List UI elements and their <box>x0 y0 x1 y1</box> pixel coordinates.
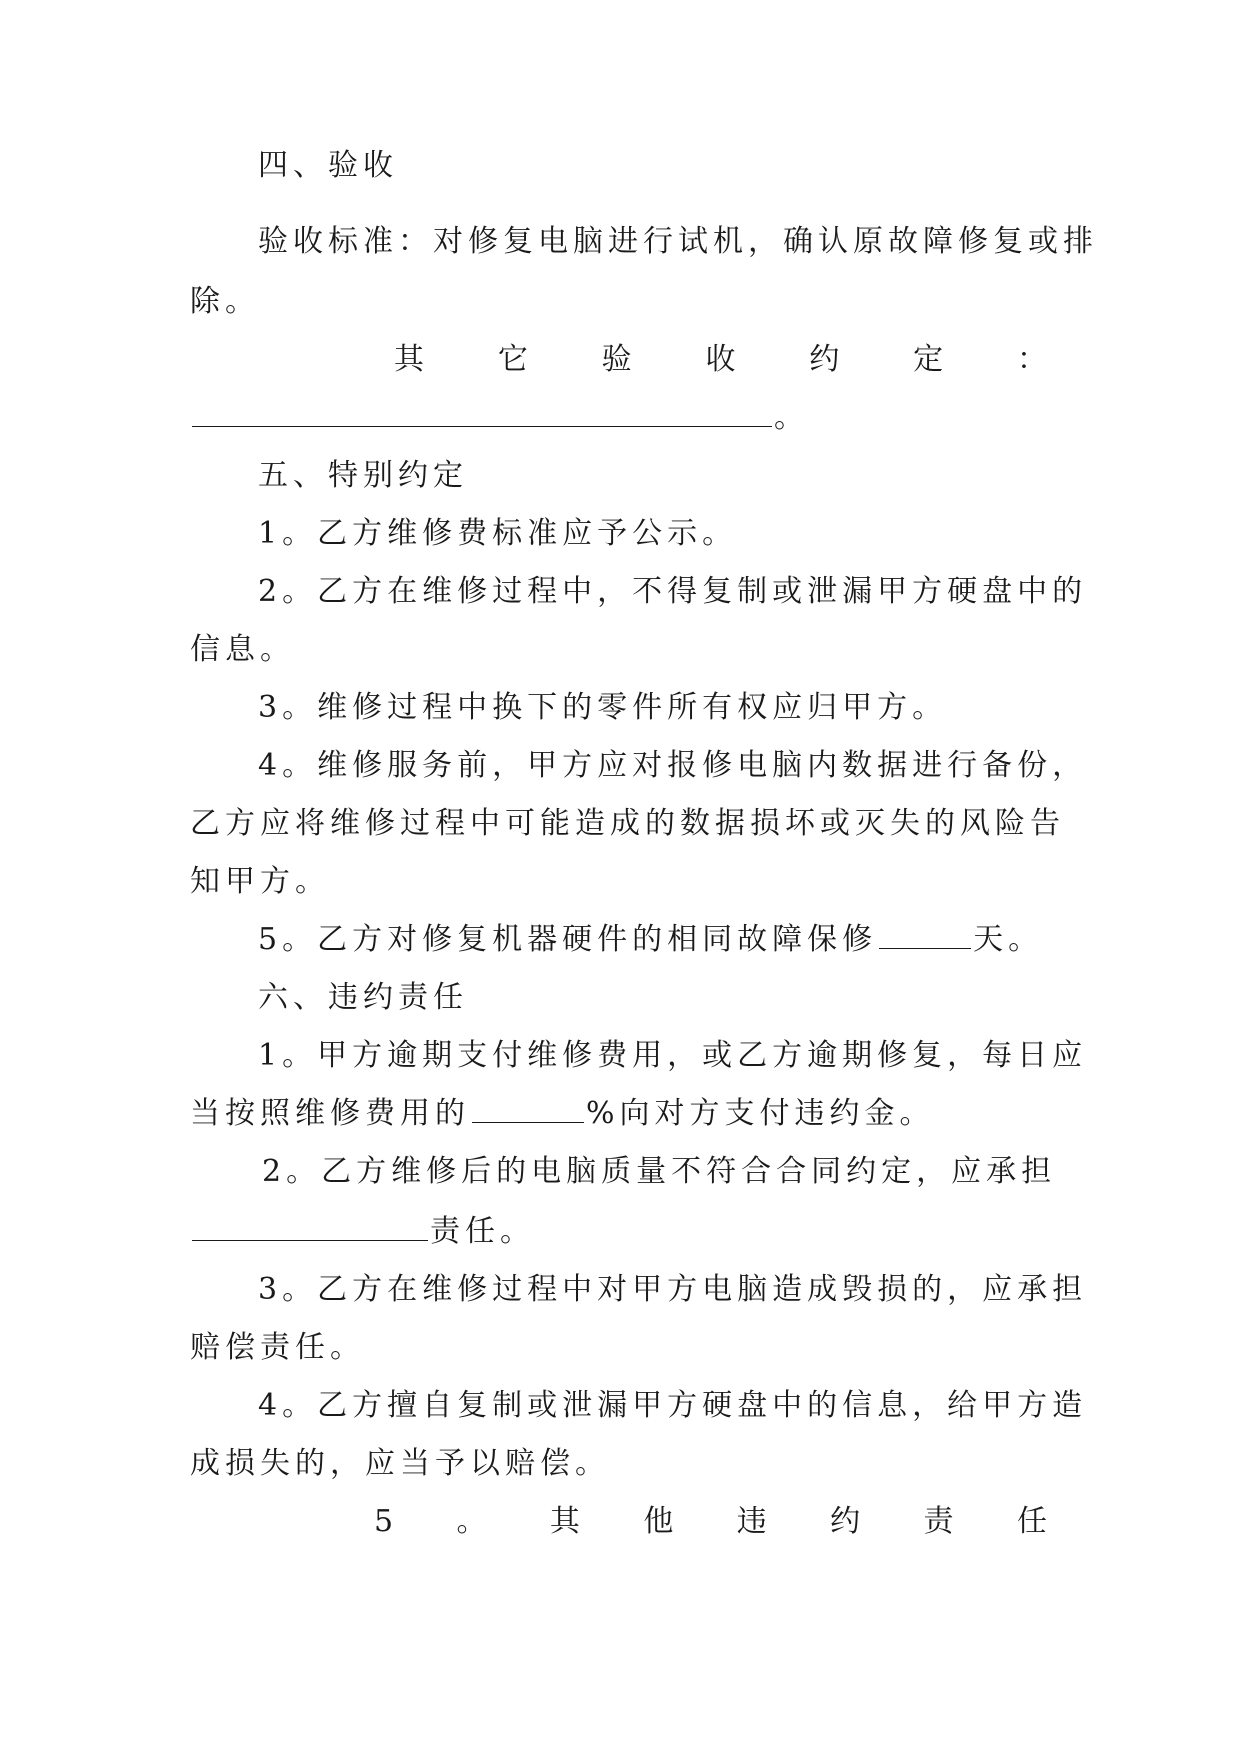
liability-item-5-line1 <box>374 1502 1052 1542</box>
acceptance-standard-line1: 验收标准：对修复电脑进行试机，确认原故障修复或排 <box>258 224 1098 259</box>
special-item-5: 5。乙方对修复机器硬件的相同故障保修 天。 <box>258 922 1044 957</box>
liability-item-4-line2: 成损失的，应当予以赔偿。 <box>190 1446 610 1481</box>
spaced-char: 任 <box>1016 1504 1052 1539</box>
spaced-char: 约 <box>809 342 845 377</box>
special-item-3: 3。维修过程中换下的零件所有权应归甲方。 <box>258 690 948 725</box>
spaced-char: 其 <box>394 342 429 377</box>
fill-blank[interactable] <box>192 400 772 427</box>
spaced-char: 收 <box>705 342 741 377</box>
penalty-percent-blank[interactable] <box>472 1096 584 1123</box>
spaced-char: 5 <box>374 1504 399 1539</box>
spaced-char: 定 <box>913 342 949 377</box>
spaced-char: 验 <box>601 342 637 377</box>
special-item-4-line1: 4。维修服务前，甲方应对报修电脑内数据进行备份， <box>258 748 1088 783</box>
spaced-char: 它 <box>497 342 533 377</box>
other-acceptance-heading <box>394 340 1052 380</box>
liability-item-3-line1: 3。乙方在维修过程中对甲方电脑造成毁损的，应承担 <box>258 1272 1088 1307</box>
liability-item-2-line1: 2。乙方维修后的电脑质量不符合合同约定，应承担 <box>262 1154 1057 1189</box>
liability-item-1-line1: 1。甲方逾期支付维修费用，或乙方逾期修复，每日应 <box>258 1038 1088 1073</box>
spaced-char: 违 <box>736 1504 772 1539</box>
other-acceptance-blank-line: 。 <box>190 398 1052 438</box>
special-item-1: 1。乙方维修费标准应予公示。 <box>258 516 738 551</box>
section-5-heading: 五、特别约定 <box>258 458 468 493</box>
special-item-4-line3: 知甲方。 <box>190 864 330 899</box>
liability-item-4-line1: 4。乙方擅自复制或泄漏甲方硬盘中的信息，给甲方造 <box>258 1388 1088 1423</box>
spaced-char: 。 <box>456 1504 492 1539</box>
section-6-heading: 六、违约责任 <box>258 980 468 1015</box>
liability-blank[interactable] <box>192 1214 428 1241</box>
warranty-days-blank[interactable] <box>879 922 971 949</box>
spaced-char: 责 <box>923 1504 959 1539</box>
liability-item-3-line2: 赔偿责任。 <box>190 1330 365 1365</box>
spaced-char: ： <box>1016 342 1052 377</box>
liability-item-2-line2: 责任。 <box>190 1212 1052 1252</box>
spaced-char: 其 <box>549 1504 585 1539</box>
acceptance-standard-line2: 除。 <box>190 284 260 319</box>
special-item-2-line1: 2。乙方在维修过程中，不得复制或泄漏甲方硬盘中的 <box>258 574 1088 609</box>
spaced-char: 约 <box>830 1504 866 1539</box>
spaced-char: 他 <box>643 1504 679 1539</box>
liability-item-1-line2: 当按照维修费用的 %向对方支付违约金。 <box>190 1096 935 1131</box>
special-item-4-line2: 乙方应将维修过程中可能造成的数据损坏或灭失的风险告 <box>190 806 1065 841</box>
special-item-2-line2: 信息。 <box>190 632 295 667</box>
section-4-heading: 四、验收 <box>258 148 398 183</box>
